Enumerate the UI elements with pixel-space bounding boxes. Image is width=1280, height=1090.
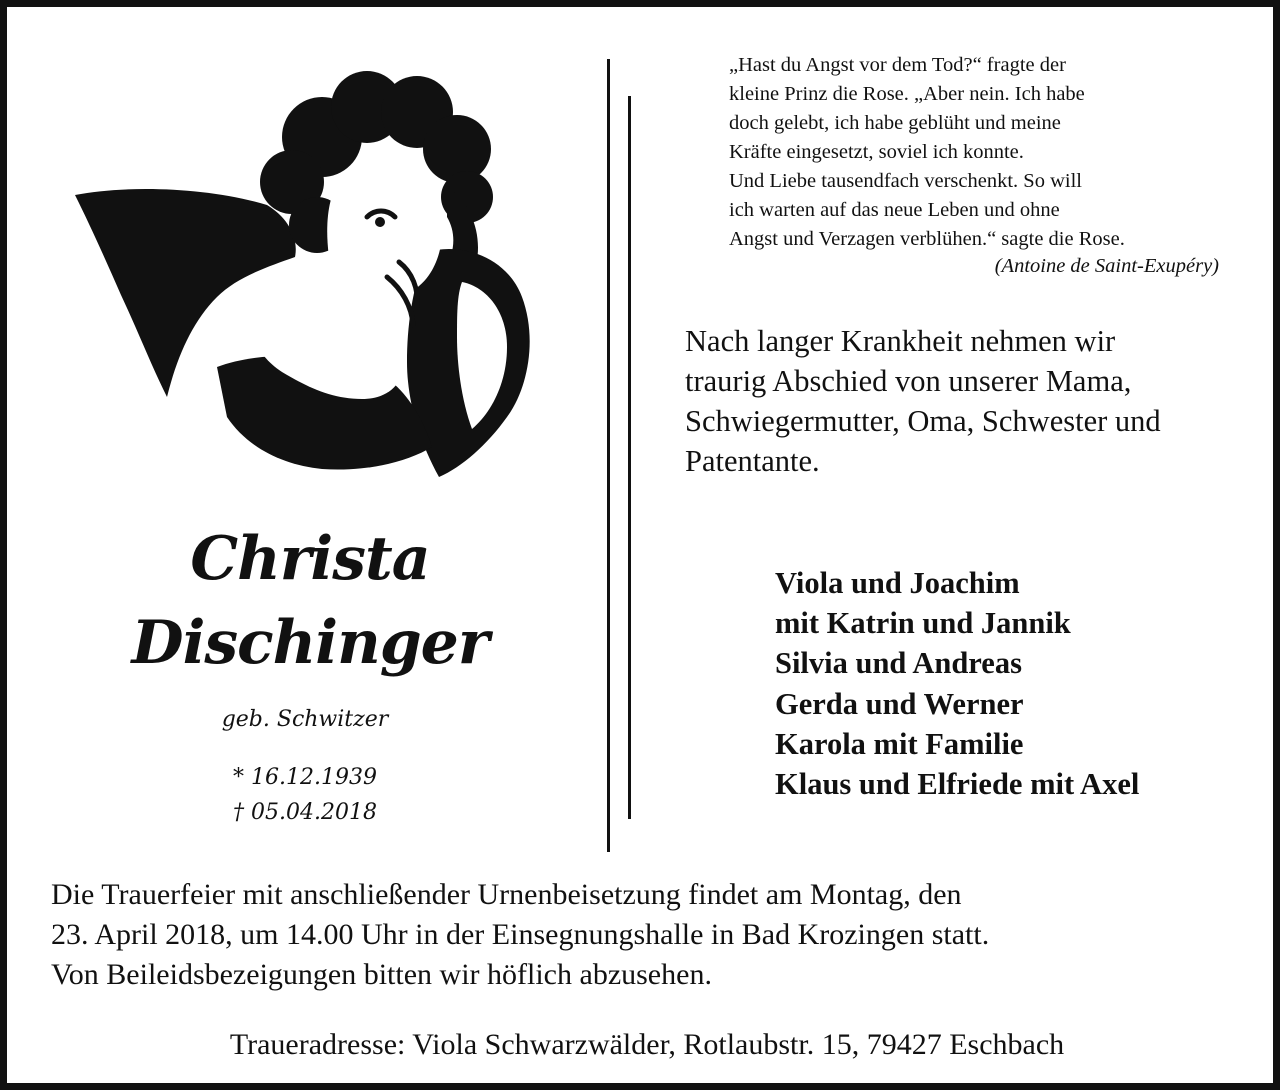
family-member: mit Katrin und Jannik [775, 606, 1071, 641]
divider-rule [607, 59, 610, 852]
intro-line: traurig Abschied von unserer Mama, [685, 364, 1132, 398]
notice-line: Von Beileidsbezeigungen bitten wir höflich abzusehen. [51, 958, 712, 991]
quote-line: Und Liebe tausendfach verschenkt. So will [729, 170, 1082, 192]
birth-date: * 16.12.1939 [233, 765, 377, 790]
family-member: Klaus und Elfriede mit Axel [775, 767, 1140, 802]
intro-text [685, 321, 1255, 481]
quote-line: kleine Prinz die Rose. „Aber nein. Ich habe [729, 83, 1085, 105]
quote-line: „Hast du Angst vor dem Tod?“ fragte der [729, 54, 1066, 76]
death-date: † 05.04.2018 [233, 800, 377, 825]
family-member: Gerda und Werner [775, 686, 1024, 721]
divider-rule [628, 96, 631, 819]
quote-line: Kräfte eingesetzt, soviel ich konnte. [729, 141, 1024, 163]
funeral-notice [51, 875, 1251, 995]
quote-line: Angst und Verzagen verblühen.“ sagte die Rose. [729, 228, 1125, 250]
quote-block [729, 51, 1249, 254]
intro-line: Nach langer Krankheit nehmen wir [685, 324, 1116, 358]
birth-name: geb. Schwitzer [221, 707, 389, 732]
notice-line: 23. April 2018, um 14.00 Uhr in der Einsegnungshalle in Bad Krozingen statt. [51, 918, 990, 951]
angel-cherub-icon [67, 67, 547, 487]
family-member: Silvia und Andreas [775, 646, 1022, 681]
quote-line: ich warten auf das neue Leben und ohne [729, 199, 1060, 221]
quote-line: doch gelebt, ich habe geblüht und meine [729, 112, 1061, 134]
intro-line: Patentante. [685, 444, 820, 478]
quote-author: (Antoine de Saint-Exupéry) [994, 255, 1219, 277]
deceased-first-name: Christa [190, 524, 430, 594]
family-member: Karola mit Familie [775, 726, 1024, 761]
intro-line: Schwiegermutter, Oma, Schwester und [685, 404, 1161, 438]
mourning-address: Traueradresse: Viola Schwarzwälder, Rotlaubstr. 15, 79427 Eschbach [229, 1028, 1065, 1061]
deceased-last-name: Dischinger [131, 608, 489, 678]
family-member: Viola und Joachim [775, 566, 1020, 600]
notice-line: Die Trauerfeier mit anschließender Urnenbeisetzung findet am Montag, den [51, 878, 962, 911]
family-list [775, 563, 1255, 804]
